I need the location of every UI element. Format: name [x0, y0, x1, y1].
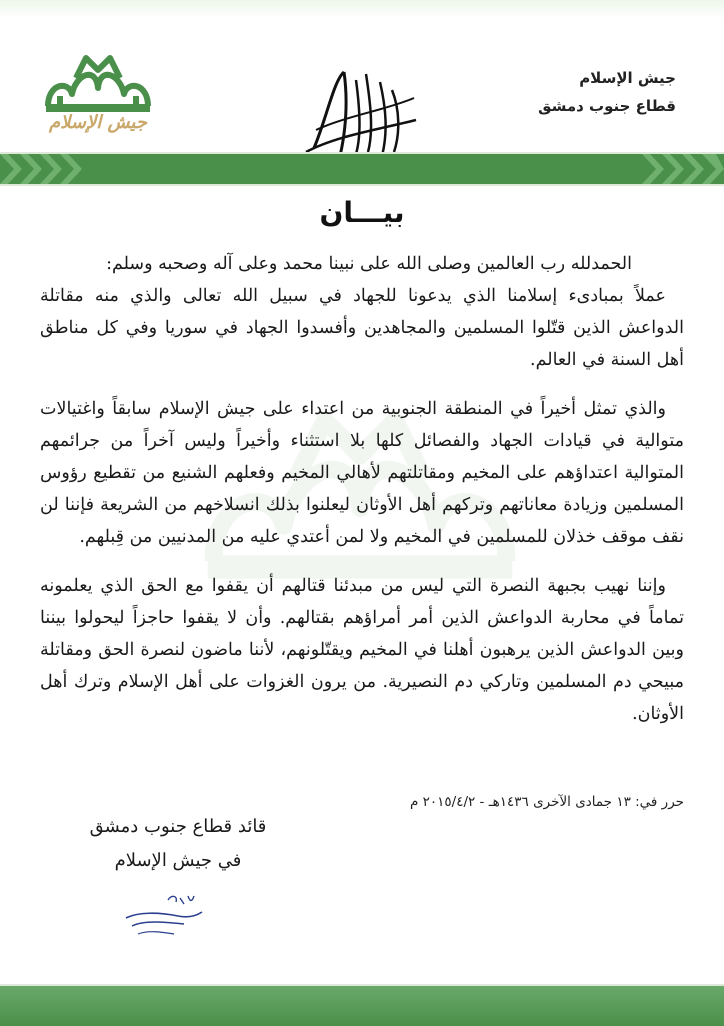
- org-name: جيش الإسلام: [579, 69, 676, 87]
- handwritten-signature: [118, 890, 208, 944]
- signatory-organization: في جيش الإسلام: [114, 850, 242, 871]
- paragraph-2: والذي تمثل أخيراً في المنطقة الجنوبية من اعتداء على جيش الإسلام سابقاً واغتيالات متوالية في قيادات الجهاد والفصائل كلها بلا استثناء وأخيراً وليس آخراً من جرائمهم المتوالية اعتداؤهم على المخيم ومقاتلتهم لأهالي المخيم وفعلهم الشنيع من تقطيع رؤوس المسلمين وزيادة معاناتهم وتركهم أهل الأوثان ليعلنوا بذلك انسلاخهم من الشريعة فإننا لن نقف موقف خذلان للمسلمين في المخيم ولا لمن أعتدي عليه من المدنيين من قِبلهم.: [40, 399, 684, 547]
- issue-date: حرر في: ١٣ جمادى الآخرى ١٤٣٦هـ - ٢٠١٥/٤/٢ م: [409, 794, 684, 810]
- signatory-block: [68, 810, 288, 878]
- letterhead: [0, 0, 724, 180]
- statement-title: بيـــان: [319, 196, 405, 229]
- sector-name: قطاع جنوب دمشق: [538, 97, 676, 115]
- paragraph-3: وإننا نهيب بجبهة النصرة التي ليس من مبدئنا قتالهم أن يقفوا مع الحق الذي يعلمونه تماماً في محاربة الدواعش الذين أمر أمراؤهم بقتالهم. وأن لا يقفوا حاجزاً ليحولوا بيننا وبين الدواعش الذين يرهبون أهلنا في المخيم ويقتّلونهم، لأننا ماضون لنصرة الحق ومقاتلة مبيحي دم المسلمين وتاركي دم النصيرية. من يرون الغزوات على أهل الإسلام وترك أهل الأوثان.: [40, 576, 684, 724]
- signatory-title: قائد قطاع جنوب دمشق: [89, 816, 267, 837]
- org-block: [476, 64, 676, 120]
- logo-wordmark: جيش الإسلام: [48, 112, 147, 133]
- paragraph-1: عملاً بمبادىء إسلامنا الذي يدعونا للجهاد في سبيل الله تعالى والذي منه مقاتلة الدواعش الذين قتّلوا المسلمين والمجاهدين وأفسدوا الجهاد في سوريا وفي كل مناطق أهل السنة في العالم.: [40, 286, 684, 370]
- greeting-line: الحمدلله رب العالمين وصلى الله على نبينا محمد وعلى آله وصحبه وسلم:: [106, 254, 632, 274]
- footer-decor-band: [0, 984, 724, 1026]
- statement-body: [40, 248, 684, 747]
- header-decor-band: [0, 152, 724, 186]
